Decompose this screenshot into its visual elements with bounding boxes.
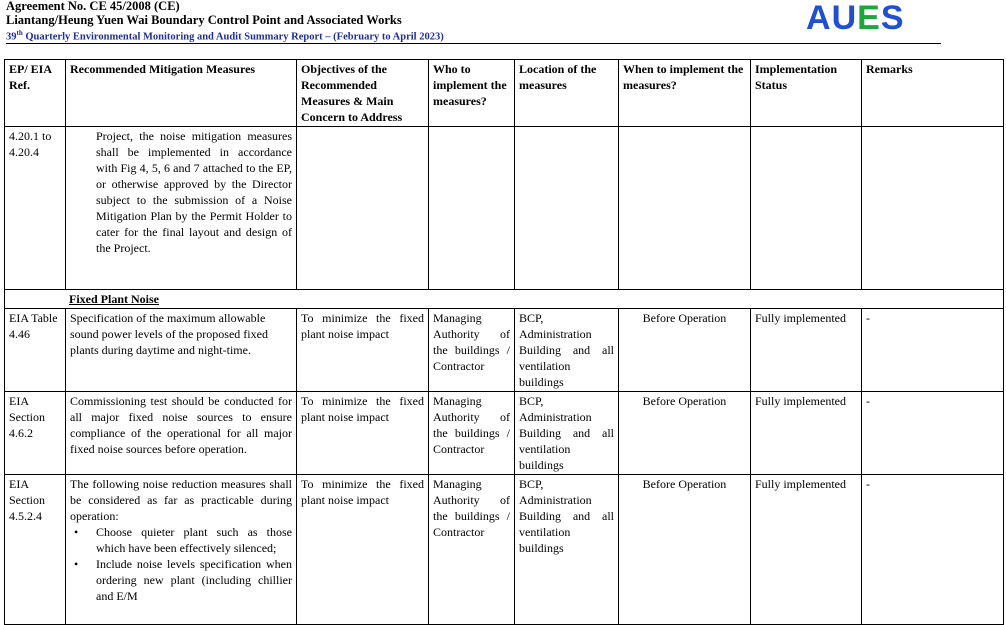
report-number: 39 xyxy=(6,31,17,43)
cell-ref: EIA Section 4.5.2.4 xyxy=(5,475,66,625)
report-period: (February to April 2023) xyxy=(333,31,444,43)
table-row xyxy=(5,392,1004,475)
header-measures: Recommended Mitigation Measures xyxy=(66,60,297,127)
cell-measure: Commissioning test should be conducted for all major fixed noise sources to ensure compliance of the operational for all major fixed noise sources before operation. xyxy=(66,392,297,475)
report-number-suffix: th xyxy=(16,29,23,37)
cell-status: Fully implemented xyxy=(751,475,862,625)
header-status: Implementation Status xyxy=(751,60,862,127)
cell-when: Before Operation xyxy=(619,475,751,625)
header-ref: EP/ EIA Ref. xyxy=(5,60,66,127)
project-title: Liantang/Heung Yuen Wai Boundary Control Point and Associated Works xyxy=(6,12,402,27)
cell-who: Managing Authority of the buildings / Contractor xyxy=(429,475,515,625)
measure-intro: The following noise reduction measures shall be considered as far as practicable during operation: xyxy=(70,477,292,523)
logo-letter-a: A xyxy=(806,0,832,37)
section-row xyxy=(5,290,1004,309)
cell-location: BCP, Administration Building and all ventilation buildings xyxy=(515,475,619,625)
cell-objective: To minimize the fixed plant noise impact xyxy=(297,392,429,475)
logo-letter-e: E xyxy=(857,0,881,37)
cell-location: BCP, Administration Building and all ventilation buildings xyxy=(515,309,619,392)
cell-measure: Specification of the maximum allowable sound power levels of the proposed fixed plants during daytime and night-time. xyxy=(66,309,297,392)
cell-who: Managing Authority of the buildings / Contractor xyxy=(429,392,515,475)
header-who: Who to implement the measures? xyxy=(429,60,515,127)
cell-location: BCP, Administration Building and all ventilation buildings xyxy=(515,392,619,475)
report-title: Quarterly Environmental Monitoring and Audit Summary Report – xyxy=(22,31,334,43)
cell-ref: EIA Section 4.6.2 xyxy=(5,392,66,475)
cell-ref: 4.20.1 to 4.20.4 xyxy=(5,127,66,290)
list-item: • Include noise levels specification when ordering new plant (including chillier and E/M xyxy=(96,556,292,604)
list-item: • Choose quieter plant such as those which have been effectively silenced; xyxy=(96,524,292,556)
cell-remarks: - xyxy=(862,309,1004,392)
table-header-row xyxy=(5,60,1004,127)
report-title-line xyxy=(6,27,941,44)
table-row xyxy=(5,309,1004,392)
cell-objective: To minimize the fixed plant noise impact xyxy=(297,309,429,392)
header-when: When to implement the measures? xyxy=(619,60,751,127)
measure-bullet-list xyxy=(70,524,292,604)
cell-measure xyxy=(66,475,297,625)
section-title-cell xyxy=(5,290,1004,309)
cell-remarks: - xyxy=(862,475,1004,625)
page-header xyxy=(6,0,941,44)
header-location: Location of the measures xyxy=(515,60,619,127)
cell-status: Fully implemented xyxy=(751,309,862,392)
cell-status: Fully implemented xyxy=(751,392,862,475)
section-title: Fixed Plant Noise xyxy=(69,292,159,306)
cell-when: Before Operation xyxy=(619,309,751,392)
table-row xyxy=(5,127,1004,290)
header-remarks: Remarks xyxy=(862,60,1004,127)
aues-logo xyxy=(806,0,905,36)
mitigation-measures-table xyxy=(4,59,1004,625)
agreement-number: Agreement No. CE 45/2008 (CE) xyxy=(6,0,180,13)
cell-measure: Project, the noise mitigation measures shall be implemented in accordance with Fig 4, 5, 6 and 7 attached to the EP, or otherwise approved by the Director subject to the submission of a Noise Mitigation Plan by the Permit Holder to cater for the final layout and design of the Project. xyxy=(66,127,297,290)
cell-remarks: - xyxy=(862,392,1004,475)
table-row xyxy=(5,475,1004,625)
cell-ref: EIA Table 4.46 xyxy=(5,309,66,392)
cell-objective: To minimize the fixed plant noise impact xyxy=(297,475,429,625)
logo-letter-s: S xyxy=(880,0,905,37)
cell-who: Managing Authority of the buildings / Contractor xyxy=(429,309,515,392)
cell-when: Before Operation xyxy=(619,392,751,475)
logo-letter-u: U xyxy=(831,0,858,37)
header-objectives: Objectives of the Recommended Measures & Main Concern to Address xyxy=(297,60,429,127)
